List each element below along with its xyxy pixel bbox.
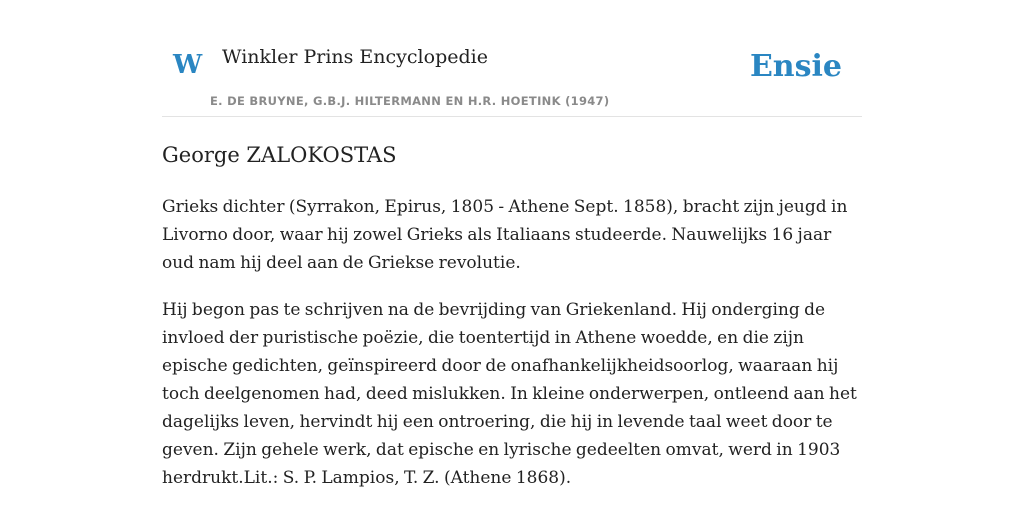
- publication-authors: E. DE BRUYNE, G.B.J. HILTERMANN EN H.R. HOETINK (1947): [210, 94, 610, 108]
- publication-title[interactable]: Winkler Prins Encyclopedie: [222, 46, 488, 68]
- article-paragraph: Grieks dichter (Syrrakon, Epirus, 1805 - Athene Sept. 1858), bracht zijn jeugd in Livorno door, waar hij zowel Grieks als Italiaans studeerde. Nauwelijks 16 jaar oud nam hij deel aan de Griekse revolutie.: [162, 197, 848, 273]
- article-paragraph: Hij begon pas te schrijven na de bevrijding van Griekenland. Hij onderging de invloed der puristische poëzie, die toentertijd in Athene woedde, en die zijn epische gedichten, geïnspireerd door de onafhankelijkheidsoorlog, waaraan hij toch deelgenomen had, deed mislukken. In kleine onderwerpen, ontleend aan het dagelijks leven, hervindt hij een ontroering, die hij in levende taal weet door te geven. Zijn gehele werk, dat epische en lyrische gedeelten omvat, werd in 1903 herdrukt.Lit.: S. P. Lampios, T. Z. (Athene 1868).: [162, 300, 857, 488]
- article: [162, 140, 862, 492]
- header: [162, 0, 862, 117]
- winkler-prins-logo[interactable]: W: [173, 50, 203, 80]
- ensie-logo-link[interactable]: Ensie: [749, 49, 842, 84]
- article-title: George ZALOKOSTAS: [162, 143, 397, 167]
